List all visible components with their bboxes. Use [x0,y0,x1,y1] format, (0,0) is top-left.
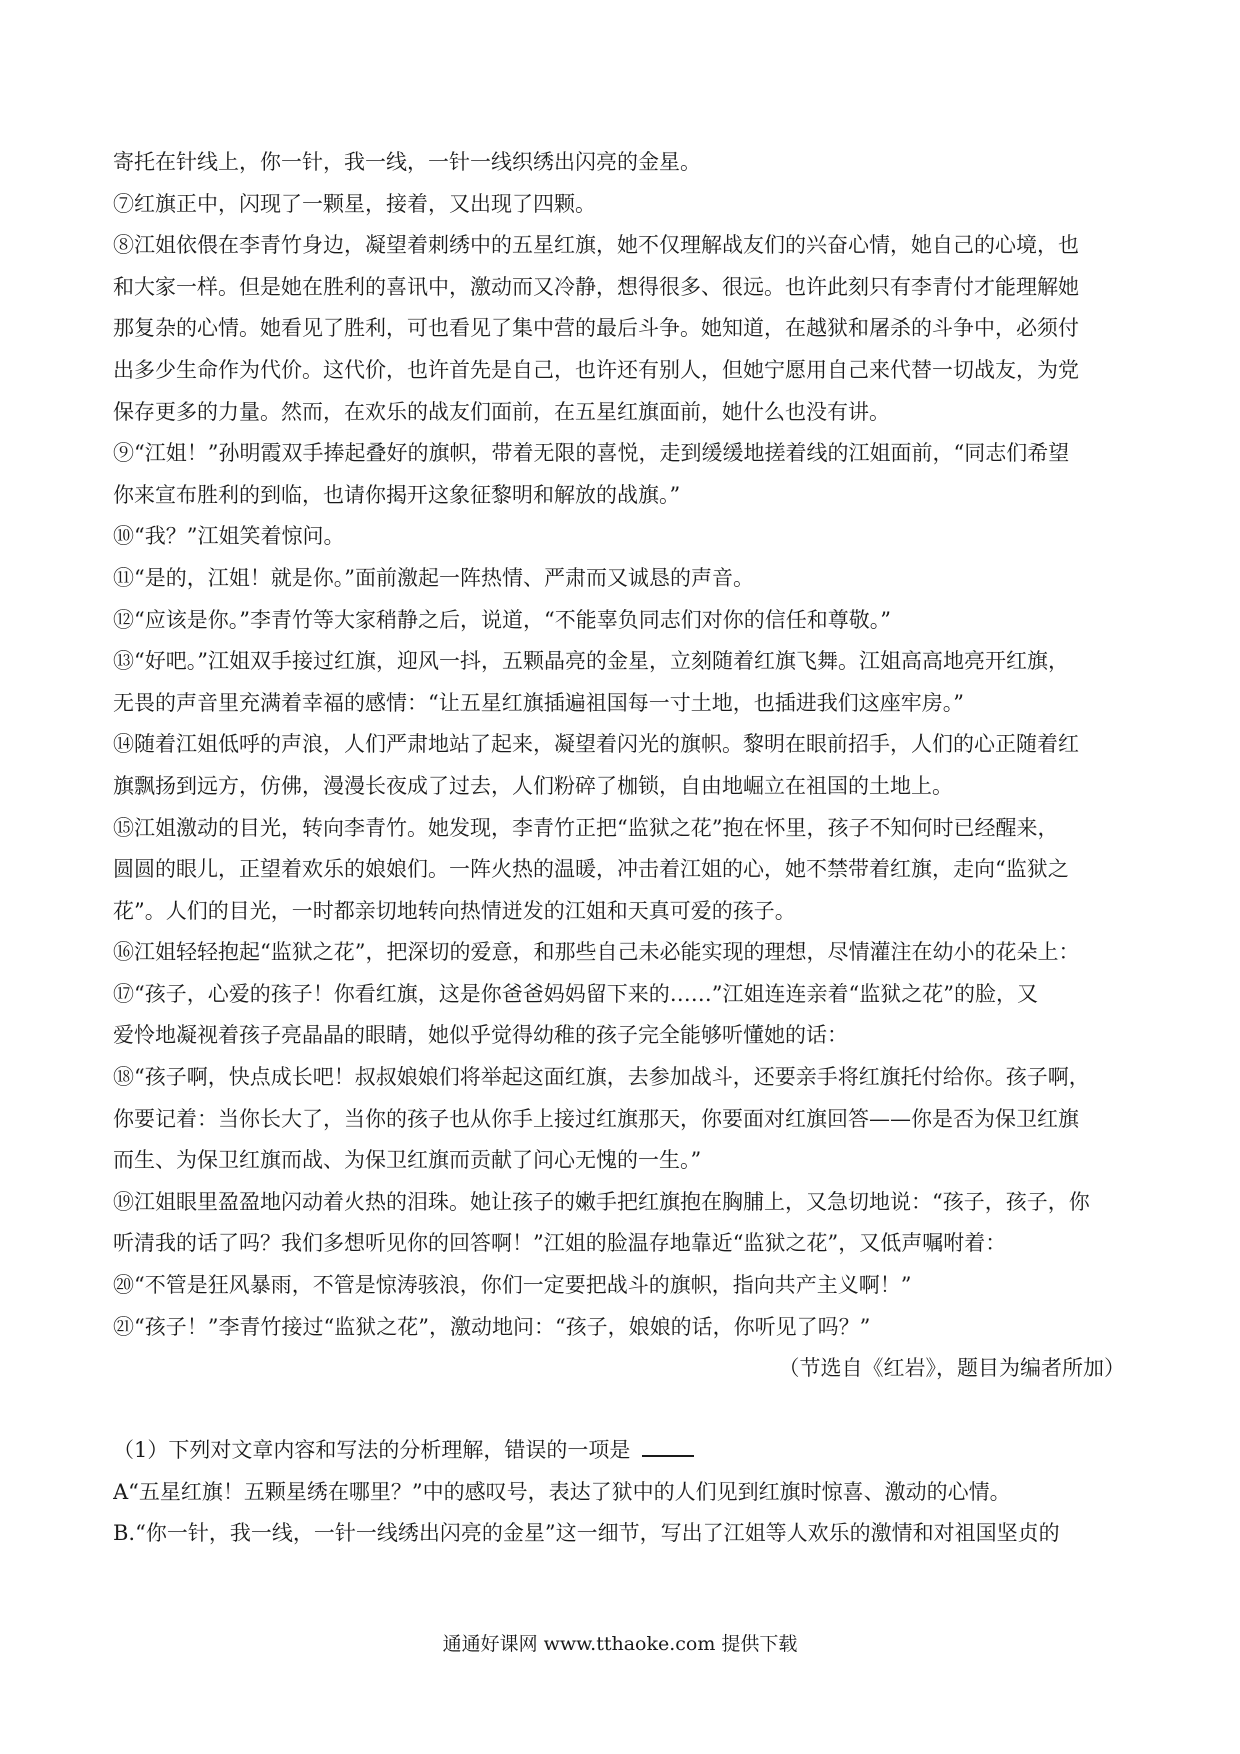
paragraph-line: ⑮江姐激动的目光，转向李青竹。她发现，李青竹正把“监狱之花”抱在怀里，孩子不知何时已经醒来， [113,815,1059,840]
paragraph-line: 你来宣布胜利的到临，也请你揭开这象征黎明和解放的战旗。” [113,482,681,507]
question-block [113,1430,1125,1555]
paragraph-line: 圆圆的眼儿，正望着欢乐的娘娘们。一阵火热的温暖，冲击着江姐的心，她不禁带着红旗，走向“监狱之 [113,857,1069,882]
paragraph-line: 而生、为保卫红旗而战、为保卫红旗而贡献了问心无愧的一生。” [113,1148,702,1173]
paragraph-line: ⑯江姐轻轻抱起“监狱之花”，把深切的爱意，和那些自己未必能实现的理想，尽情灌注在幼小的花朵上： [113,940,1080,965]
paragraph-p6-cont [113,142,1125,184]
paragraph-line: ⑱“孩子啊，快点成长吧！叔叔娘娘们将举起这面红旗，去参加战斗，还要亲手将红旗托付给你。孩子啊， [113,1065,1090,1090]
paragraph-line: 听清我的话了吗？我们多想听见你的回答啊！”江姐的脸温存地靠近“监狱之花”，又低声嘱咐着： [113,1231,1007,1256]
paragraph-p9 [113,433,1125,516]
paragraph-p18 [113,1057,1125,1182]
paragraph-p14 [113,724,1125,807]
paragraph-p10 [113,516,1125,558]
paragraph-line: ⑲江姐眼里盈盈地闪动着火热的泪珠。她让孩子的嫩手把红旗抱在胸脯上，又急切地说：“孩子，孩子，你 [113,1189,1090,1214]
paragraph-p8 [113,225,1125,433]
paragraph-line: 保存更多的力量。然而，在欢乐的战友们面前，在五星红旗面前，她什么也没有讲。 [113,399,890,424]
paragraph-line: 爱怜地凝视着孩子亮晶晶的眼睛，她似乎觉得幼稚的孩子完全能够听懂她的话： [113,1023,848,1048]
paragraph-line: ⑦红旗正中，闪现了一颗星，接着，又出现了四颗。 [113,191,596,216]
option-b: B.“你一针，我一线，一针一线绣出闪亮的金星”这一细节，写出了江姐等人欢乐的激情和对祖国坚贞的 [113,1521,1060,1546]
paragraph-p19 [113,1182,1125,1265]
paragraph-line: 无畏的声音里充满着幸福的感情：“让五星红旗插遍祖国每一寸土地，也插进我们这座牢房。” [113,690,964,715]
paragraph-line: ⑫“应该是你。”李青竹等大家稍静之后，说道，“不能辜负同志们对你的信任和尊敬。” [113,607,891,632]
source-note: （节选自《红岩》，题目为编者所加） [778,1356,1125,1381]
option-a: A“五星红旗！五颗星绣在哪里？”中的感叹号，表达了狱中的人们见到红旗时惊喜、激动的心情。 [113,1479,1011,1504]
paragraph-p20 [113,1265,1125,1307]
passage-text [113,142,1125,1348]
paragraph-p13 [113,641,1125,724]
paragraph-line: 旗飘扬到远方，仿佛，漫漫长夜成了过去，人们粉碎了枷锁，自由地崛立在祖国的土地上。 [113,773,953,798]
paragraph-p11 [113,558,1125,600]
paragraph-p12 [113,600,1125,642]
paragraph-line: 和大家一样。但是她在胜利的喜讯中，激动而又冷静，想得很多、很远。也许此刻只有李青付才能理解她 [113,274,1079,299]
page-footer: 通通好课网 www.tthaoke.com 提供下载 [442,1633,798,1655]
answer-blank [642,1437,694,1457]
paragraph-line: ⑭随着江姐低呼的声浪，人们严肃地站了起来，凝望着闪光的旗帜。黎明在眼前招手，人们的心正随着红 [113,732,1079,757]
paragraph-line: 你要记着：当你长大了，当你的孩子也从你手上接过红旗那天，你要面对红旗回答——你是否为保卫红旗 [113,1106,1079,1131]
paragraph-line: 寄托在针线上，你一针，我一线，一针一线织绣出闪亮的金星。 [113,150,701,174]
paragraph-line: ⑪“是的，江姐！就是你。”面前激起一阵热情、严肃而又诚恳的声音。 [113,565,754,590]
paragraph-line: ㉑“孩子！”李青竹接过“监狱之花”，激动地问：“孩子，娘娘的话，你听见了吗？” [113,1314,871,1339]
paragraph-p21 [113,1307,1125,1349]
paragraph-line: ⑩“我？”江姐笑着惊问。 [113,524,345,549]
paragraph-p16 [113,932,1125,974]
paragraph-line: 那复杂的心情。她看见了胜利，可也看见了集中营的最后斗争。她知道，在越狱和屠杀的斗争中，必须付 [113,316,1079,341]
question-stem-text: （1）下列对文章内容和写法的分析理解，错误的一项是 [113,1438,631,1463]
paragraph-line: 出多少生命作为代价。这代价，也许首先是自己，也许还有别人，但她宁愿用自己来代替一切战友，为党 [113,357,1079,382]
paragraph-p17 [113,974,1125,1057]
paragraph-p15 [113,808,1125,933]
question-stem [113,1430,1125,1472]
paragraph-line: ⑨“江姐！”孙明霞双手捧起叠好的旗帜，带着无限的喜悦，走到缓缓地搓着线的江姐面前，“同志们希望 [113,441,1070,466]
paragraph-line: ⑧江姐依偎在李青竹身边，凝望着刺绣中的五星红旗，她不仅理解战友们的兴奋心情，她自己的心境，也 [113,233,1079,258]
paragraph-line: ⑳“不管是狂风暴雨，不管是惊涛骇浪，你们一定要把战斗的旗帜，指向共产主义啊！” [113,1273,912,1298]
paragraph-line: ⑬“好吧。”江姐双手接过红旗，迎风一抖，五颗晶亮的金星，立刻随着红旗飞舞。江姐高高地亮开红旗， [113,649,1069,674]
paragraph-line: ⑰“孩子，心爱的孩子！你看红旗，这是你爸爸妈妈留下来的……”江姐连连亲着“监狱之花”的脸，又 [113,981,1038,1006]
paragraph-p7 [113,184,1125,226]
paragraph-line: 花”。人们的目光，一时都亲切地转向热情迸发的江姐和天真可爱的孩子。 [113,898,796,923]
passage-content [113,142,1125,1555]
